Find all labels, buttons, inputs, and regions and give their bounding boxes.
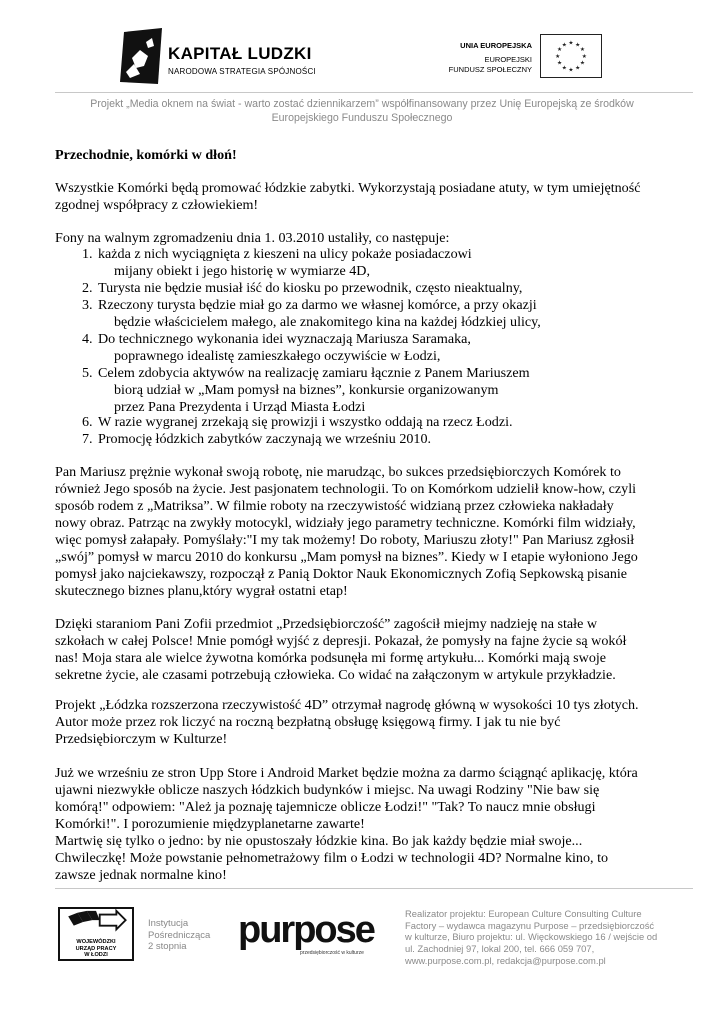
list-item [98,280,522,297]
svg-text:★: ★ [556,60,563,67]
paragraph-line: zgodnej współpracy z człowiekiem! [55,197,259,213]
wup-line: W ŁODZI [84,952,108,958]
list-item-line: W razie wygranej zrzekają się prowizji i wszystko oddają na rzecz Łodzi. [98,414,513,430]
svg-text:★: ★ [575,65,581,72]
paragraph-line: Dzięki staraniom Pani Zofii przedmiot „Przedsiębiorczość” zagościł miejmy nadzieję na stałe w [55,616,598,632]
paragraph-line: pomysł jako najciekawszy, rozpoczął z Panią Doktor Nauk Ekonomicznych Zofią Sepkowską pisanie [55,566,628,582]
paragraph-line: Komórki!". I porozumienie międzyplanetarne zawarte! [55,816,365,832]
list-item-line: każda z nich wyciągnięta z kieszeni na ulicy pokaże posiadaczowi [98,246,472,262]
list-item-line: przez Pana Prezydenta i Urząd Miasta Łodzi [114,399,366,415]
purpose-tagline: przedsiębiorczość w kulturze [300,950,364,956]
list-number: 2. [82,280,93,296]
footer-divider [55,888,693,889]
paragraph-line: Autor może przez rok liczyć na roczną bezpłatną obsługę księgową firmy. I jak tu nie być [55,714,561,730]
header-divider [55,92,693,93]
list-item [98,297,541,331]
paragraph-line: skutecznego biznes planu,który wygrał ostatni etap! [55,583,348,599]
institution-line: Instytucja [148,918,189,929]
ue-fund-line1: EUROPEJSKI [484,55,532,64]
wup-caption [60,939,132,959]
institution-line: Pośrednicząca [148,929,211,941]
list-item-line: Celem zdobycia aktywów na realizację zamiaru łącznie z Panem Mariuszem [98,365,530,381]
paragraph-line: Martwię się tylko o jedno: by nie opustoszały łódzkie kina. Bo jak każdy będzie miał swoje... [55,833,583,849]
paragraph-line: sposób rodem z „Matriksa”. W filmie roboty na rzeczywistość widzianą przez człowieka nakładały [55,498,614,514]
list-item-line: Promocję łódzkich zabytków zaczynają we wrześniu 2010. [98,431,432,447]
paragraph-line: zawsze jednak normalne kino! [55,867,227,883]
ue-title: UNIA EUROPEJSKA [460,41,532,50]
realizator-line: Realizator projektu: European Culture Consulting Culture [405,908,642,919]
paragraph-line: Już we wrześniu ze stron Upp Store i Android Market będzie można za darmo ściągnąć aplikację, która [55,765,638,781]
paragraph-intro [55,180,695,214]
paragraph-app [55,765,695,833]
kapital-ludzki-logo-icon [118,28,166,84]
svg-text:★: ★ [575,42,581,49]
svg-text:★: ★ [561,65,567,72]
institution-label [148,918,210,953]
resolution-intro: Fony na walnym zgromadzeniu dnia 1. 03.2010 ustaliły, co następuje: [55,230,450,246]
project-note-line2: Europejskiego Funduszu Społecznego [271,112,453,124]
paragraph-line: komórą!" odpowiem: "Ależ ja poznaję tajemnicze oblicze Łodzi!" "Tak? To naucz mnie obsługi [55,799,596,815]
realizator-line: w kulturze, Biuro projektu: ul. Więckowskiego 16 / wejście od [405,931,658,943]
wup-line: URZĄD PRACY [75,945,117,952]
paragraph-line: szkołach w całej Polsce! Mnie pomógł wyjść z depresji. Pokazał, że pomysły na fajne życie są wokół [55,633,627,649]
paragraph-line: więc pomysł załapały. Pomyślały:"I my tak możemy! Do roboty, Mariuszu złoty!" Pan Mariusz zgłosił [55,532,635,548]
list-item-line: Turysta nie będzie musiał iść do kiosku po przewodnik, często nieaktualny, [98,280,523,296]
list-item-line: będzie właścicielem małego, ale znakomitego kina na każdej łódzkiej ulicy, [114,314,541,330]
realizator-line: ul. Zachodniej 97, lokal 200, tel. 666 059 707, [405,943,595,955]
list-number: 5. [82,365,93,381]
realizator-line: Factory – wydawca magazynu Purpose – przedsiębiorczość [405,919,655,931]
realizator-line: www.purpose.com.pl, redakcja@purpose.com.pl [405,954,606,966]
realizator-info [405,908,705,967]
paragraph-line: również Jego sposób na życie. Jest pasjonatem technologii. To on Komórkom udzielił know-how, czyli [55,481,637,497]
eu-flag-icon [540,34,602,78]
paragraph-line: „swój” pomysł w marcu 2010 do konkursu „Mam pomysł na biznes”. Kiedy w I etapie wyłoniono Jego [55,549,638,565]
list-number: 1. [82,246,93,262]
list-item [98,414,513,431]
article-title: Przechodnie, komórki w dłoń! [55,147,237,163]
wup-line: WOJEWÓDZKI [76,939,116,945]
project-note-line1: Projekt „Media oknem na świat - warto zostać dziennikarzem” współfinansowany przez Unię Europejską ze środków [90,98,634,110]
paragraph-line: Pan Mariusz prężnie wykonał swoją robotę, nie marudząc, bo sukces przedsiębiorczych Komórek to [55,464,621,480]
purpose-logo: purpose [238,909,374,951]
list-item [98,331,471,365]
list-item [98,246,472,280]
paragraph-line: ujawni niezwykłe oblicze naszych łódzkich budynków i miejsc. Na uwagi Rodziny "Nie baw się [55,782,600,798]
list-item-line: Do technicznego wykonania idei wyznaczają Mariusza Saramaka, [98,331,471,347]
svg-text:★: ★ [568,67,574,74]
paragraph-line: Chwileczkę! Może powstanie pełnometrażowy film o Łodzi w technologii 4D? Normalne kino, to [55,850,609,866]
list-item-line: mijany obiekt i jego historię w wymiarze 4D, [114,263,370,279]
list-number: 7. [82,431,93,447]
paragraph-mariusz [55,464,695,600]
svg-text:★: ★ [561,42,567,49]
list-number: 4. [82,331,93,347]
list-item [98,431,431,448]
list-item [98,365,530,416]
list-item-line: biorą udział w „Mam pomysł na biznes”, konkursie organizowanym [114,382,499,398]
paragraph-award [55,697,695,748]
svg-text:★: ★ [579,47,586,54]
list-item-line: poprawnego idealistę zamieszkałego oczywiście w Łodzi, [114,348,441,364]
institution-line: 2 stopnia [148,941,187,952]
paragraph-line: nowy obraz. Patrząc na zwykły motocykl, widziały jego parametry techniczne. Komórki film widziały, [55,515,636,531]
list-number: 6. [82,414,93,430]
paragraph-line: Wszystkie Komórki będą promować łódzkie zabytki. Wykorzystają posiadane atuty, w tym umiejętność [55,180,641,196]
svg-text:★: ★ [581,53,587,60]
svg-text:★: ★ [579,60,586,67]
kapital-ludzki-title: KAPITAŁ LUDZKI [168,44,312,63]
svg-text:★: ★ [555,53,561,60]
list-number: 3. [82,297,93,313]
project-funding-note [58,97,666,125]
list-item-line: Rzeczony turysta będzie miał go za darmo we własnej komórce, a przy okazji [98,297,537,313]
svg-text:★: ★ [568,40,574,47]
paragraph-line: Przedsiębiorczym w Kulturze! [55,731,228,747]
ue-fund-line2: FUNDUSZ SPOŁECZNY [448,65,532,74]
paragraph-line: sekretne życie, ale czasami potrzebują człowieka. Co widać na załączonym w artykule przykładzie. [55,667,616,683]
paragraph-line: Projekt „Łódzka rozszerzona rzeczywistość 4D” otrzymał nagrodę główną w wysokości 10 tys złotych. [55,697,639,713]
svg-text:★: ★ [556,47,563,54]
paragraph-closing [55,833,695,884]
paragraph-line: nas! Moja stara ale wielce żywotna komórka podsunęła mi formę artykułu... Komórki mają swoje [55,650,607,666]
kapital-ludzki-subtitle: NARODOWA STRATEGIA SPÓJNOŚCI [168,67,316,76]
paragraph-zofia [55,616,695,684]
